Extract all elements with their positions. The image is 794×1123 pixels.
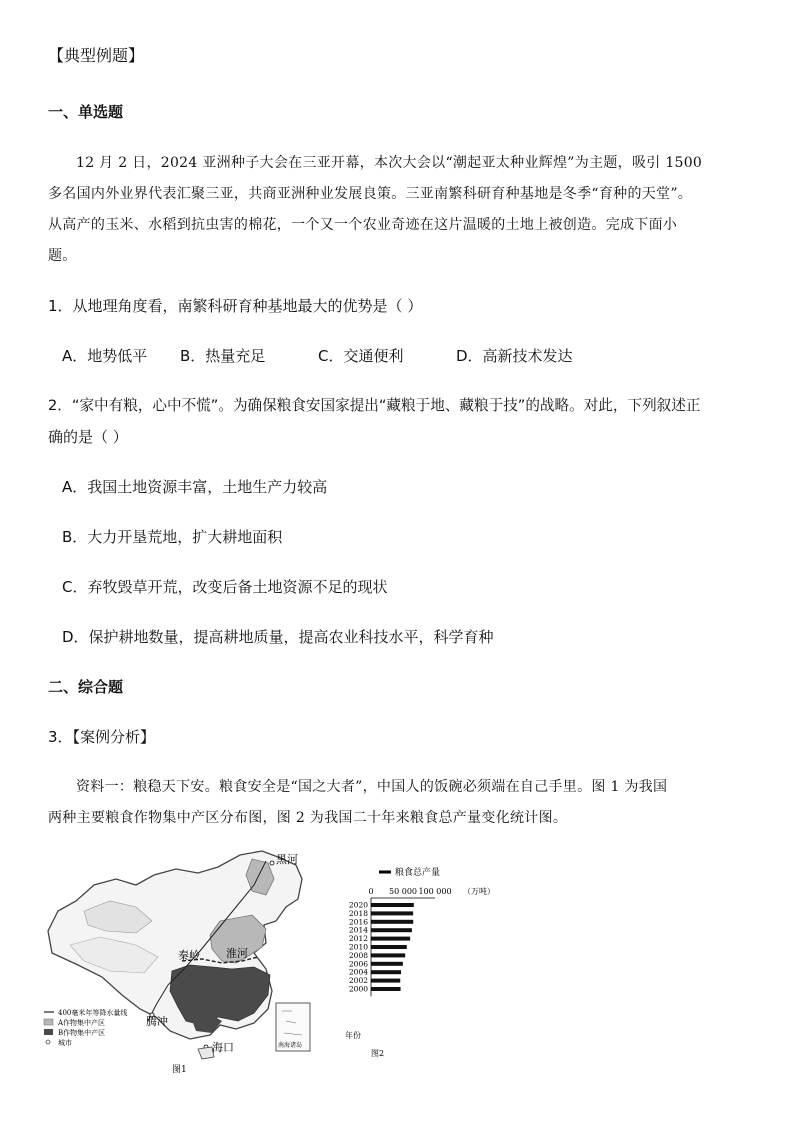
bar-2002	[371, 979, 400, 983]
figure2-chart	[335, 860, 505, 1060]
label-haikou: 海口	[212, 1041, 234, 1054]
legend-b-region: B作物集中产区	[58, 1029, 106, 1037]
y-tick-label: 2004	[348, 967, 368, 977]
x-tick-label: 0	[368, 887, 374, 896]
bar-2014	[371, 928, 412, 932]
q2-option-b[interactable]: B．大力开垦荒地，扩大耕地面积	[62, 528, 283, 546]
y-tick-label: 2002	[348, 976, 368, 986]
figure2-caption: 图2	[371, 1049, 385, 1058]
question-3-stem: 3．【案例分析】	[48, 728, 156, 746]
label-huaihe: 淮河	[226, 947, 248, 960]
passage-line-2: 多名国内外业界代表汇聚三亚，共商亚洲种业发展良策。三亚南繁科研育种基地是冬季“育种的天堂”。	[48, 186, 693, 202]
figure1-map	[40, 845, 330, 1080]
y-tick-label: 2014	[348, 925, 368, 935]
y-tick-label: 2008	[348, 950, 368, 960]
q1-option-b[interactable]: B．热量充足	[180, 347, 266, 365]
chart-ylabel: 年份	[345, 1031, 361, 1040]
q2-option-c[interactable]: C．弃牧毁草开荒，改变后备土地资源不足的现状	[62, 578, 388, 596]
x-tick-label: 50 000	[389, 887, 417, 896]
bar-2020	[371, 903, 414, 907]
y-tick-label: 2018	[348, 908, 368, 918]
question-2-stem-line-2: 确的是（ ）	[48, 428, 128, 446]
y-tick-label: 2012	[348, 934, 368, 944]
passage-line-3: 从高产的玉米、水稻到抗虫害的棉花，一个又一个农业奇迹在这片温暖的土地上被创造。完成下面小	[48, 217, 678, 233]
bar-2004	[371, 970, 401, 974]
y-tick-label: 2000	[348, 984, 368, 994]
label-tengchong: 腾冲	[146, 1015, 168, 1028]
bar-2000	[371, 987, 401, 991]
section1-title: 一、单选题	[48, 103, 124, 121]
bar-2008	[371, 953, 405, 957]
chart-legend: 粮食总产量	[395, 868, 441, 878]
q1-option-c[interactable]: C．交通便利	[318, 347, 404, 365]
bar-2018	[371, 911, 413, 915]
figure1-caption: 图1	[172, 1065, 187, 1075]
label-qinling: 秦岭	[178, 949, 200, 962]
q2-option-a[interactable]: A．我国土地资源丰富，土地生产力较高	[62, 478, 328, 496]
chart-unit: （万吨）	[463, 887, 495, 896]
bar-2016	[371, 920, 413, 924]
section2-title: 二、综合题	[48, 678, 124, 696]
question-2-stem-line-1: 2．“家中有粮，心中不慌”。为确保粮食安国家提出“藏粮于地、藏粮于技”的战略。对此，下列叙述正	[48, 397, 701, 414]
y-tick-label: 2020	[348, 900, 368, 910]
material-line-1: 资料一：粮稳天下安。粮食安全是“国之大者”，中国人的饭碗必须端在自己手里。图 1 为我国	[76, 779, 668, 795]
passage-line-4: 题。	[48, 248, 77, 264]
header-title: 【典型例题】	[48, 46, 145, 65]
material-line-2: 两种主要粮食作物集中产区分布图，图 2 为我国二十年来粮食总产量变化统计图。	[48, 810, 568, 826]
q1-option-a[interactable]: A．地势低平	[62, 347, 148, 365]
y-tick-label: 2006	[348, 959, 368, 969]
bar-2006	[371, 962, 403, 966]
label-heihe: 黑河	[276, 853, 298, 866]
passage-line-1: 12 月 2 日，2024 亚洲种子大会在三亚开幕，本次大会以“潮起亚太种业辉煌”为主题，吸引 1500	[76, 155, 703, 171]
q2-option-d[interactable]: D．保护耕地数量，提高耕地质量，提高农业科技水平，科学育种	[62, 628, 494, 646]
q1-option-d[interactable]: D．高新技术发达	[456, 347, 573, 365]
legend-a-region: A作物集中产区	[58, 1019, 106, 1027]
legend-city: 城市	[58, 1039, 72, 1047]
y-tick-label: 2010	[348, 942, 368, 952]
label-inset: 南海诸岛	[278, 1042, 303, 1049]
x-tick-label: 100 000	[418, 887, 452, 896]
legend-isohyet: 400毫米年等降水量线	[58, 1009, 128, 1017]
question-1-stem: 1．从地理角度看，南繁科研育种基地最大的优势是（ ）	[48, 297, 423, 315]
bar-2012	[371, 937, 410, 941]
city-heihe	[270, 861, 274, 865]
bar-2010	[371, 945, 407, 949]
y-tick-label: 2016	[348, 917, 368, 927]
